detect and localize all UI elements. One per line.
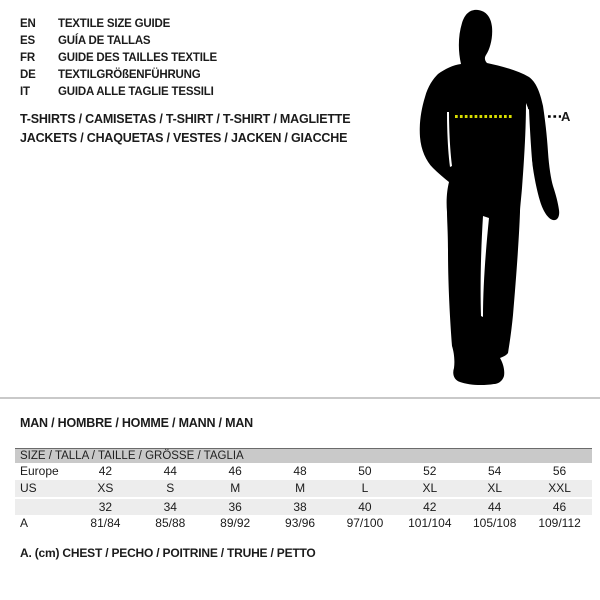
size-cell: M — [230, 481, 241, 495]
language-code: DE — [20, 69, 36, 81]
man-silhouette — [390, 0, 600, 400]
size-cell: 81/84 — [90, 516, 121, 530]
size-cell: 44 — [488, 500, 502, 514]
language-row-en — [20, 16, 217, 33]
language-label: TEXTILGRÖßENFÜHRUNG — [58, 69, 201, 81]
size-cell: L — [361, 481, 369, 495]
size-cell: 93/96 — [285, 516, 316, 530]
section-divider — [0, 397, 600, 399]
size-cell: XL — [487, 481, 503, 495]
language-code: IT — [20, 86, 30, 98]
table-row-chest-a — [15, 515, 592, 532]
measurement-footnote: A. (cm) CHEST / PECHO / POITRINE / TRUHE / PETTO — [20, 546, 316, 560]
row-label — [15, 499, 73, 515]
size-cell: 85/88 — [155, 516, 186, 530]
size-cell: 97/100 — [346, 516, 384, 530]
language-label: TEXTILE SIZE GUIDE — [58, 18, 171, 30]
language-row-fr — [20, 50, 217, 67]
size-cell: 105/108 — [472, 516, 517, 530]
language-row-it — [20, 84, 217, 101]
size-cell: 56 — [552, 464, 567, 478]
size-cell: M — [295, 481, 306, 495]
language-label: GUÍA DE TALLAS — [58, 35, 151, 47]
table-row-us-numeric — [15, 497, 592, 515]
row-label: US — [20, 481, 37, 495]
language-label: GUIDA ALLE TAGLIE TESSILI — [58, 86, 214, 98]
size-cell: 42 — [423, 500, 437, 514]
size-cell: 101/104 — [408, 516, 452, 530]
size-cell: 54 — [488, 464, 502, 478]
size-cell: 36 — [228, 500, 242, 514]
category-jackets: JACKETS / CHAQUETAS / VESTES / JACKEN / GIACCHE — [20, 131, 348, 145]
size-cell: 46 — [228, 464, 242, 478]
language-row-de — [20, 67, 217, 84]
size-cell: 32 — [98, 500, 113, 514]
table-row-europe — [15, 463, 592, 480]
size-cell: 89/92 — [220, 516, 251, 530]
size-cell: 46 — [552, 500, 567, 514]
size-table — [15, 448, 592, 532]
category-tshirts: T-SHIRTS / CAMISETAS / T-SHIRT / T-SHIRT / MAGLIETTE — [20, 112, 351, 126]
size-cell: 38 — [293, 500, 307, 514]
size-cell: 52 — [423, 464, 437, 478]
size-table-header: SIZE / TALLA / TAILLE / GRÖSSE / TAGLIA — [15, 448, 592, 463]
size-cell: XS — [97, 481, 114, 495]
measurement-label-a: A — [561, 109, 571, 124]
language-code: FR — [20, 52, 35, 64]
size-cell: 109/112 — [538, 516, 581, 530]
language-code: ES — [20, 35, 35, 47]
size-cell: 40 — [358, 500, 372, 514]
man-silhouette-body — [420, 10, 559, 385]
size-cell: 34 — [163, 500, 177, 514]
table-row-us — [15, 480, 592, 497]
size-cell: XL — [422, 481, 438, 495]
category-list — [20, 110, 350, 148]
language-code: EN — [20, 18, 36, 30]
section-title: MAN / HOMBRE / HOMME / MANN / MAN — [20, 416, 253, 430]
language-label: GUIDE DES TAILLES TEXTILE — [58, 52, 217, 64]
size-cell: 42 — [98, 464, 113, 478]
size-cell: 48 — [293, 464, 307, 478]
row-label: A — [20, 516, 29, 530]
size-cell: 44 — [163, 464, 177, 478]
size-cell: S — [166, 481, 175, 495]
size-cell: 50 — [358, 464, 372, 478]
language-row-es — [20, 33, 217, 50]
size-cell: XXL — [548, 481, 571, 495]
row-label: Europe — [20, 464, 59, 478]
language-list — [20, 16, 217, 101]
